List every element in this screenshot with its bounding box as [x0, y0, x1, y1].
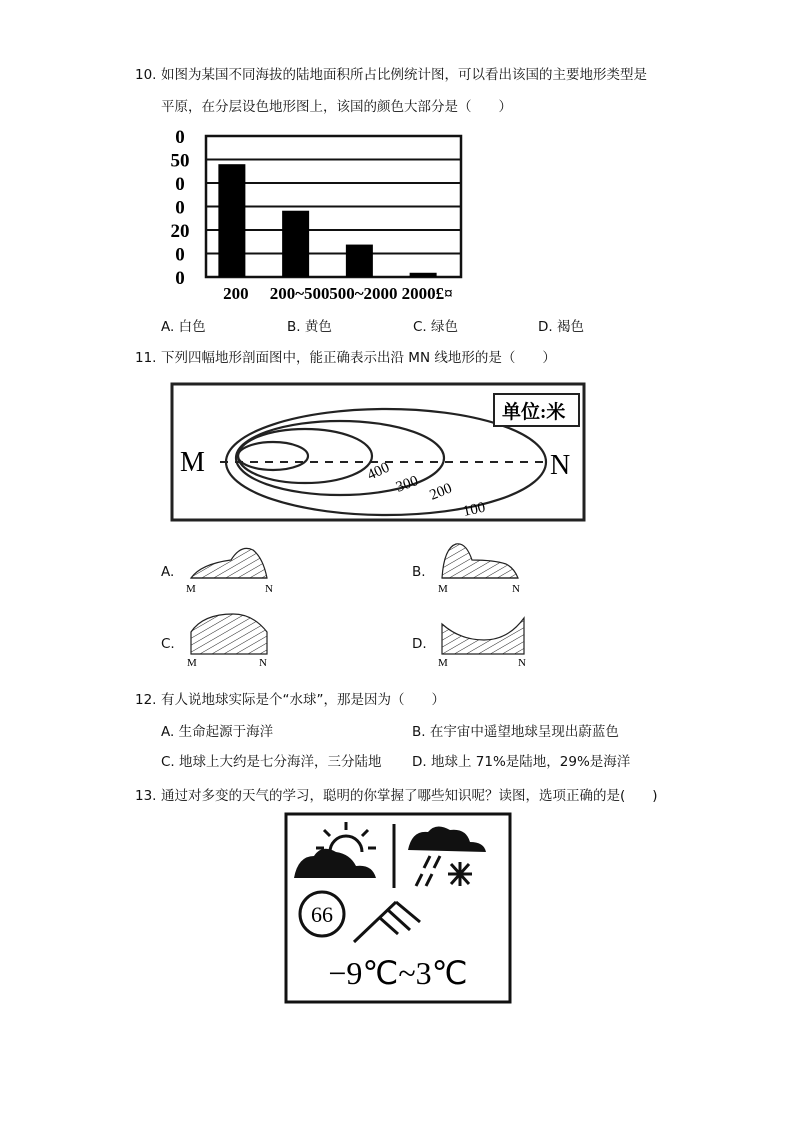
aqi-value: 66 — [311, 902, 333, 927]
unit-label: 单位:米 — [502, 402, 566, 423]
q11-option-b[interactable]: B. — [412, 564, 426, 580]
q10-option-a[interactable]: A. 白色 — [161, 319, 206, 335]
q12-option-c[interactable]: C. 地球上大约是七分海洋，三分陆地 — [161, 754, 382, 770]
y-tick-label: 50 — [170, 150, 190, 172]
q11-option-c[interactable]: C. — [161, 636, 175, 652]
y-tick-label: 0 — [175, 197, 185, 219]
y-tick-label: 0 — [175, 127, 185, 148]
q10-text-line1: 如图为某国不同海拔的陆地面积所占比例统计图，可以看出该国的主要地形类型是 — [161, 67, 647, 83]
q13-text: 通过对多变的天气的学习，聪明的你掌握了哪些知识呢？读图，选项正确的是( ) — [161, 788, 658, 804]
q13-number: 13. — [135, 788, 157, 804]
svg-text:N: N — [518, 657, 526, 668]
contour-label-100: 100 — [461, 499, 487, 520]
q10-option-d[interactable]: D. 褐色 — [538, 319, 584, 335]
q12-option-b[interactable]: B. 在宇宙中遥望地球呈现出蔚蓝色 — [412, 724, 619, 740]
x-tick-label: 200 — [223, 284, 249, 303]
svg-text:N: N — [259, 657, 267, 666]
svg-text:N: N — [265, 583, 273, 595]
q11-number: 11. — [135, 350, 157, 366]
y-tick-label: 0 — [175, 268, 185, 289]
q10-number: 10. — [135, 67, 157, 83]
svg-text:N: N — [512, 583, 520, 594]
y-tick-label: 20 — [170, 221, 190, 242]
profile-d — [434, 610, 534, 668]
q10-text-line2: 平原，在分层设色地形图上，该国的颜色大部分是（ ） — [161, 99, 512, 115]
svg-text:M: M — [186, 583, 196, 595]
contour-label-200: 200 — [427, 480, 455, 504]
q11-option-d[interactable]: D. — [412, 636, 427, 652]
label-n: N — [550, 450, 571, 481]
q12-number: 12. — [135, 692, 157, 708]
bar-chart-svg — [160, 125, 480, 305]
profile-b — [434, 538, 534, 594]
label-m: M — [180, 447, 205, 478]
q10-option-c[interactable]: C. 绿色 — [413, 319, 459, 335]
x-tick-label: 2000£¤ — [401, 284, 453, 303]
svg-text:M: M — [438, 583, 448, 594]
svg-text:M: M — [438, 657, 448, 668]
y-tick-label: 0 — [175, 244, 185, 266]
bar-0 — [218, 164, 245, 277]
q10-option-b[interactable]: B. 黄色 — [287, 319, 332, 335]
q11-option-a[interactable]: A. — [161, 564, 175, 580]
q12-text: 有人说地球实际是个“水球”，那是因为（ ） — [161, 692, 445, 708]
temperature-range: −9℃~3℃ — [328, 955, 468, 991]
profile-c — [183, 608, 283, 666]
x-tick-label: 500~2000 — [329, 284, 398, 303]
q11-text: 下列四幅地形剖面图中，能正确表示出沿 MN 线地形的是（ ） — [161, 350, 556, 366]
contour-map — [168, 374, 590, 530]
bar-1 — [282, 211, 309, 277]
profile-a — [183, 540, 283, 596]
bar-2 — [346, 245, 373, 277]
svg-text:M: M — [187, 657, 197, 666]
x-tick-label: 200~500 — [269, 284, 330, 303]
y-tick-label: 0 — [175, 174, 185, 195]
weather-card — [284, 812, 512, 1004]
bar-3 — [410, 273, 437, 277]
q12-option-d[interactable]: D. 地球上 71%是陆地，29%是海洋 — [412, 754, 631, 770]
contour-label-300: 300 — [393, 473, 421, 496]
contour-label-400: 400 — [364, 459, 393, 484]
bar-chart — [160, 125, 480, 305]
q12-option-a[interactable]: A. 生命起源于海洋 — [161, 724, 274, 740]
